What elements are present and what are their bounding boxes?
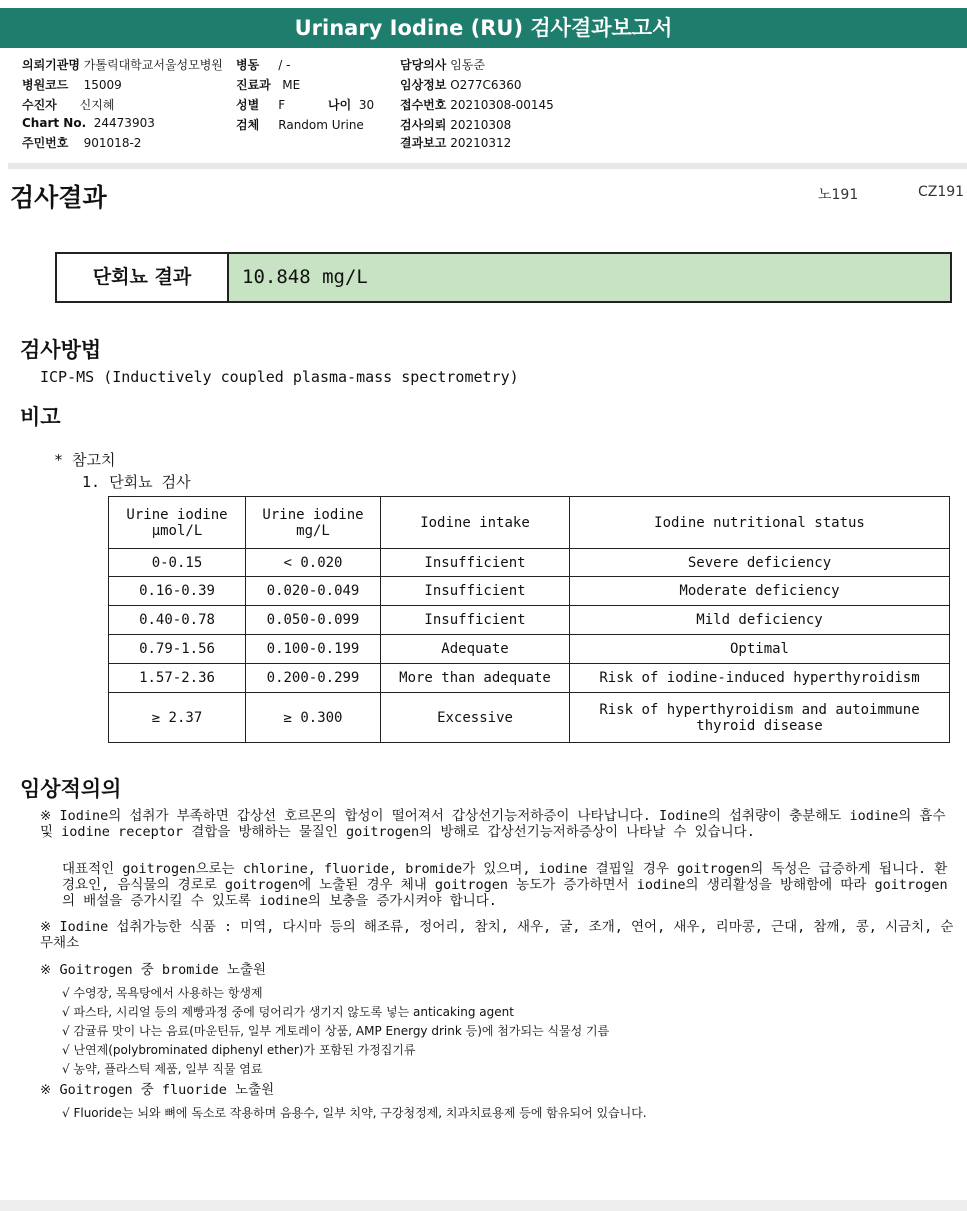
table-cell: 0.200-0.299 (246, 664, 381, 693)
header-row: 검체 Random Urine (236, 118, 364, 132)
table-cell: Risk of iodine-induced hyperthyroidism (570, 664, 950, 693)
table-cell: ≥ 2.37 (109, 693, 246, 743)
header-row: 결과보고 20210312 (400, 136, 512, 150)
code-2: CZ191 (918, 184, 965, 200)
table-cell: < 0.020 (246, 549, 381, 577)
clinical-paragraph-1 (40, 808, 955, 840)
remarks-heading: 비고 (20, 405, 61, 429)
report-title: Urinary Iodine (RU) 검사결과보고서 (0, 8, 967, 48)
table-header-cell: Urine iodine μmol/L (109, 497, 246, 549)
table-header-cell: Urine iodine mg/L (246, 497, 381, 549)
method-heading: 검사방법 (20, 338, 102, 362)
result-label: 단회뇨 결과 (57, 254, 229, 301)
table-cell: 0.40-0.78 (109, 606, 246, 635)
header-row: 성별 F (236, 98, 286, 112)
list-item: √ 농약, 플라스틱 제품, 일부 직물 염료 (62, 1062, 263, 1076)
paragraph-text: ※ Goitrogen 중 fluoride 노출원 (40, 1082, 275, 1098)
list-item: √ 파스타, 시리얼 등의 제빵과정 중에 덩어리가 생기지 않도록 넣는 anticaking agent (62, 1005, 514, 1019)
table-cell: Adequate (381, 635, 570, 664)
paragraph-text: ※ Goitrogen 중 bromide 노출원 (40, 962, 267, 978)
reference-table (108, 496, 950, 743)
clinical-paragraph-3 (40, 919, 955, 951)
table-row (109, 664, 950, 693)
clinical-heading: 임상적의의 (20, 777, 122, 801)
table-cell: 0-0.15 (109, 549, 246, 577)
paragraph-text: ※ Iodine 섭취가능한 식품 : 미역, 다시마 등의 해조류, 정어리, 참치, 새우, 굴, 조개, 연어, 새우, 리마콩, 근대, 참깨, 콩, 시금치, 순무채소 (40, 919, 954, 951)
result-value: 10.848 mg/L (229, 254, 950, 301)
header-row: 병동 / - (236, 58, 291, 72)
header-age: 나이 30 (328, 98, 375, 112)
table-cell: 0.79-1.56 (109, 635, 246, 664)
header-row: 의뢰기관명 가톨릭대학교서울성모병원 (22, 58, 223, 72)
ref-title: * 참고치 (54, 451, 116, 469)
clinical-paragraph-2 (62, 861, 955, 909)
table-cell: 0.16-0.39 (109, 577, 246, 606)
code-1: 노191 (818, 187, 859, 203)
list-item: √ Fluoride는 뇌와 뼈에 독소로 작용하며 음용수, 일부 치약, 구강청정제, 치과치료용제 등에 함유되어 있습니다. (62, 1106, 647, 1120)
header-row: 임상정보 O277C6360 (400, 78, 522, 92)
paragraph-text: 대표적인 goitrogen으로는 chlorine, fluoride, bromide가 있으며, iodine 결핍일 경우 goitrogen의 독성은 급증하게 됩니다. 환경요인, 음식물의 경로로 goitrogen에 노출된 경우 체내 goitrogen 농도가 증가하면서 iodine의 생리활성을 방해함에 따라 goitrogen의 배설을 증가시킬 수 있도록 iodine의 보충을 증가시켜야 합니다. (62, 861, 948, 909)
table-cell: Mild deficiency (570, 606, 950, 635)
table-cell: Risk of hyperthyroidism and autoimmune thyroid disease (570, 693, 950, 743)
table-header-cell: Iodine nutritional status (570, 497, 950, 549)
table-cell: 0.100-0.199 (246, 635, 381, 664)
header-row: 담당의사 임동준 (400, 58, 485, 72)
method-text: ICP-MS (Inductively coupled plasma-mass spectrometry) (40, 368, 519, 386)
ref-subtitle: 1. 단회뇨 검사 (82, 473, 191, 491)
table-cell: ≥ 0.300 (246, 693, 381, 743)
table-row (109, 577, 950, 606)
table-row (109, 606, 950, 635)
header-row: 진료과 ME (236, 78, 301, 92)
table-cell: 0.050-0.099 (246, 606, 381, 635)
list-item: √ 감귤류 맛이 나는 음료(마운틴듀, 일부 게토레이 상품, AMP Energy drink 등)에 첨가되는 식물성 기름 (62, 1024, 610, 1038)
bromide-title (40, 962, 955, 978)
table-cell: Insufficient (381, 549, 570, 577)
table-cell: Severe deficiency (570, 549, 950, 577)
list-item: √ 난연제(polybrominated diphenyl ether)가 포함된 가정집기류 (62, 1043, 416, 1057)
table-row (109, 635, 950, 664)
table-cell: 1.57-2.36 (109, 664, 246, 693)
table-cell: Excessive (381, 693, 570, 743)
header-row: 병원코드 15009 (22, 78, 122, 92)
table-cell: Insufficient (381, 577, 570, 606)
header-row: 검사의뢰 20210308 (400, 118, 512, 132)
footer-bar (0, 1200, 967, 1211)
header-row: Chart No. 24473903 (22, 116, 155, 130)
table-header-row (109, 497, 950, 549)
divider (8, 163, 967, 169)
header-row: 접수번호 20210308-00145 (400, 98, 554, 112)
header-row: 수진자 신지혜 (22, 98, 115, 112)
result-heading: 검사결과 (10, 183, 107, 212)
table-cell: Moderate deficiency (570, 577, 950, 606)
table-cell: More than adequate (381, 664, 570, 693)
table-row (109, 549, 950, 577)
header-row: 주민번호 901018-2 (22, 136, 142, 150)
result-box (55, 252, 952, 303)
table-cell: Insufficient (381, 606, 570, 635)
fluoride-title (40, 1082, 955, 1098)
table-header-cell: Iodine intake (381, 497, 570, 549)
paragraph-text: ※ Iodine의 섭취가 부족하면 갑상선 호르몬의 합성이 떨어져서 갑상선기능저하증이 나타납니다. Iodine의 섭취량이 충분해도 iodine의 흡수 및 iodine receptor 결합을 방해하는 물질인 goitrogen의 방해로 갑상선기능저하증상이 나타날 수 있습니다. (40, 808, 946, 840)
table-cell: 0.020-0.049 (246, 577, 381, 606)
table-cell: Optimal (570, 635, 950, 664)
list-item: √ 수영장, 목욕탕에서 사용하는 항생제 (62, 986, 263, 1000)
table-row (109, 693, 950, 743)
